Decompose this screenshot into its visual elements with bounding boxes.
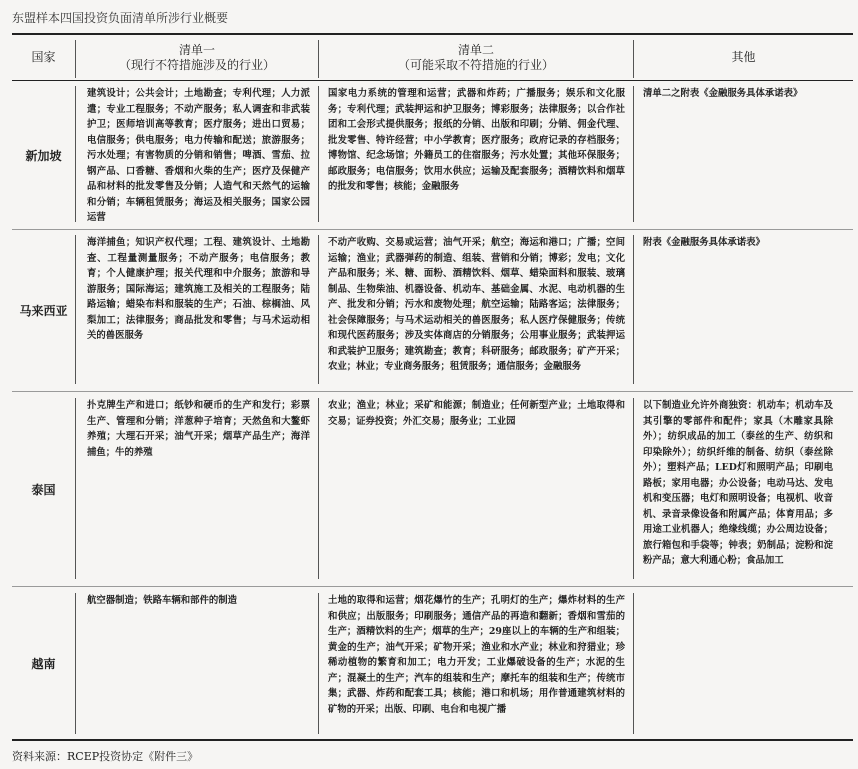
- country-name: 新加坡: [25, 148, 62, 163]
- other-cell: [643, 593, 833, 736]
- list2-cell: 国家电力系统的管理和运营；武器和炸药；广播服务；娱乐和文化服务；专利代理；武装押运和护卫服务；博彩服务；法律服务；以合作社团和工会形式提供服务；报纸的分销、出版和印刷；分销、佣金代理、批发零售、特许经营；中小学教育；医疗服务；政府记录的存档服务；博物馆、纪念场馆；外籍员工的住宿服务；污水处置；其他环保服务；邮政服务；电信服务；饮用水供应；运输及配套服务；酒精饮料和烟草的批发和零售；核能；金融服务: [328, 88, 625, 192]
- row-country: [12, 392, 75, 586]
- cell-divider: [633, 593, 634, 734]
- document-title: 东盟样本四国投资负面清单所涉行业概要: [12, 11, 229, 25]
- header-list1: [76, 35, 318, 80]
- list1-cell: 航空器制造；铁路车辆和部件的制造: [87, 595, 238, 606]
- row-country: [12, 230, 75, 391]
- header-other-label: 其他: [731, 50, 756, 64]
- other-cell: 以下制造业允许外商独资：机动车；机动车及其引擎的零部件和配件；家具（木雕家具除外）；纺织成品的加工（泰丝的生产、纺织和印染除外）；纺织纤维的制备、纺织（泰丝除外）；塑料产品；LED灯和照明产品；印刷电路板；家用电器；办公设备；电动马达、发电机和变压器；电灯和照明设备；电视机、收音机、录音录像设备和附属产品；体育用品；多用途工业机器人；绝缘线缆；办公周边设备；旅行箱包和手袋等；钟表；奶制品；淀粉和淀粉产品；意大利通心粉；食品加工: [643, 400, 833, 566]
- cell-divider: [318, 235, 319, 384]
- header-country-label: 国家: [31, 50, 56, 64]
- cell-divider: [633, 235, 634, 384]
- source-note: 资料来源：RCEP投资协定《附件三》: [12, 750, 199, 763]
- country-name: 泰国: [31, 482, 56, 497]
- list1-cell: 建筑设计；公共会计；土地勘查；专利代理；人力派遣；专业工程服务；不动产服务；私人调查和非武装护卫；医师培训高等教育；医疗服务；进出口贸易；电信服务；供电服务；电力传输和配送；旅游服务；污水处理；有害物质的分销和销售；啤酒、雪茄、拉钢产品、口香糖、香烟和火柴的生产；医疗及保健产品和材料的批发零售及分销；人造气和天然气的运输和分销；车辆租赁服务；海运及相关服务；国家公园运营: [87, 88, 310, 223]
- list2-cell: 农业；渔业；林业；采矿和能源；制造业；任何新型产业；土地取得和交易；证券投资；外汇交易；服务业；工业园: [328, 400, 625, 427]
- country-name: 马来西亚: [19, 304, 68, 318]
- row-separator: [12, 229, 853, 230]
- cell-divider: [75, 86, 76, 222]
- list2-cell: 不动产收购、交易或运营；油气开采；航空；海运和港口；广播；空间运输；渔业；武器弹药的制造、组装、营销和分销；博彩；发电；文化产品和服务；米、糖、面粉、酒精饮料、烟草、蜡染面料和服装、玻璃制品、生物柴油、机器设备、机动车、基础金属、水泥、电动机器的生产、批发和分销；污水和废物处理；航空运输；陆路客运；法律服务；社会保障服务；与马术运动相关的兽医服务；私人医疗保健服务；传统和现代医药服务；涉及实体商店的分销服务；公用事业服务；武装押运和武装护卫服务；建筑勘查；教育；科研服务；邮政服务；矿产开采；农业；林业；专业商务服务；租赁服务；通信服务；金融服务: [328, 237, 625, 372]
- header-list2: [319, 35, 633, 80]
- cell-divider: [75, 235, 76, 384]
- table-header-rule: [12, 80, 853, 81]
- header-list2-sub: （可能采取不符措施的行业）: [397, 57, 554, 72]
- cell-divider: [318, 593, 319, 734]
- other-cell: 清单二之附表《金融服务具体承诺表》: [643, 88, 803, 99]
- header-list1-sub: （现行不符措施涉及的行业）: [118, 57, 275, 72]
- table-bottom-rule: [12, 739, 853, 741]
- cell-divider: [318, 398, 319, 579]
- row-separator: [12, 391, 853, 392]
- header-divider: [75, 40, 76, 78]
- row-separator: [12, 586, 853, 587]
- header-list1-label: 清单一: [178, 42, 215, 57]
- header-country: [12, 35, 75, 80]
- row-country: [12, 587, 75, 739]
- list2-cell: 土地的取得和运营；烟花爆竹的生产；孔明灯的生产；爆炸材料的生产和供应；出版服务；印刷服务；通信产品的再造和翻新；香烟和雪茄的生产；酒精饮料的生产；烟草的生产；29座以上的车辆的生产和组装；黄金的生产；油气开采；矿物开采；渔业和水产业；林业和狩猎业；珍稀动植物的繁育和加工；电力开发；工业爆破设备的生产；水泥的生产；混凝土的生产；汽车的组装和生产；摩托车的组装和生产；传统市集；武器、炸药和配套工具；核能；港口和机场；用作普通建筑材料的矿物的开采；出版、印刷、电台和电视广播: [328, 595, 625, 715]
- cell-divider: [633, 398, 634, 579]
- cell-divider: [75, 398, 76, 579]
- list1-cell: 海洋捕鱼；知识产权代理；工程、建筑设计、土地勘查、工程量测量服务；不动产服务；电信服务；教育；个人健康护理；报关代理和中介服务；旅游和导游服务；国际海运；建筑施工及相关的工程服务；陆路运输；蜡染布料和服装的生产；石油、棕榈油、风梨加工；法律服务；商品批发和零售；与马术运动相关的兽医服务: [87, 237, 310, 341]
- cell-divider: [633, 86, 634, 222]
- row-country: [12, 81, 75, 229]
- list1-cell: 扑克牌生产和进口；纸钞和硬币的生产和发行；彩票生产、管理和分销；洋葱种子培育；天然鱼和大鳌虾养殖；大理石开采；油气开采；烟草产品生产；海洋捕鱼；牛的养殖: [87, 400, 310, 458]
- other-cell: 附表《金融服务具体承诺表》: [643, 237, 765, 248]
- header-list2-label: 清单二: [457, 42, 494, 57]
- cell-divider: [75, 593, 76, 734]
- cell-divider: [318, 86, 319, 222]
- country-name: 越南: [31, 656, 56, 671]
- header-divider: [318, 40, 319, 78]
- header-divider: [633, 40, 634, 78]
- header-other: [634, 35, 853, 80]
